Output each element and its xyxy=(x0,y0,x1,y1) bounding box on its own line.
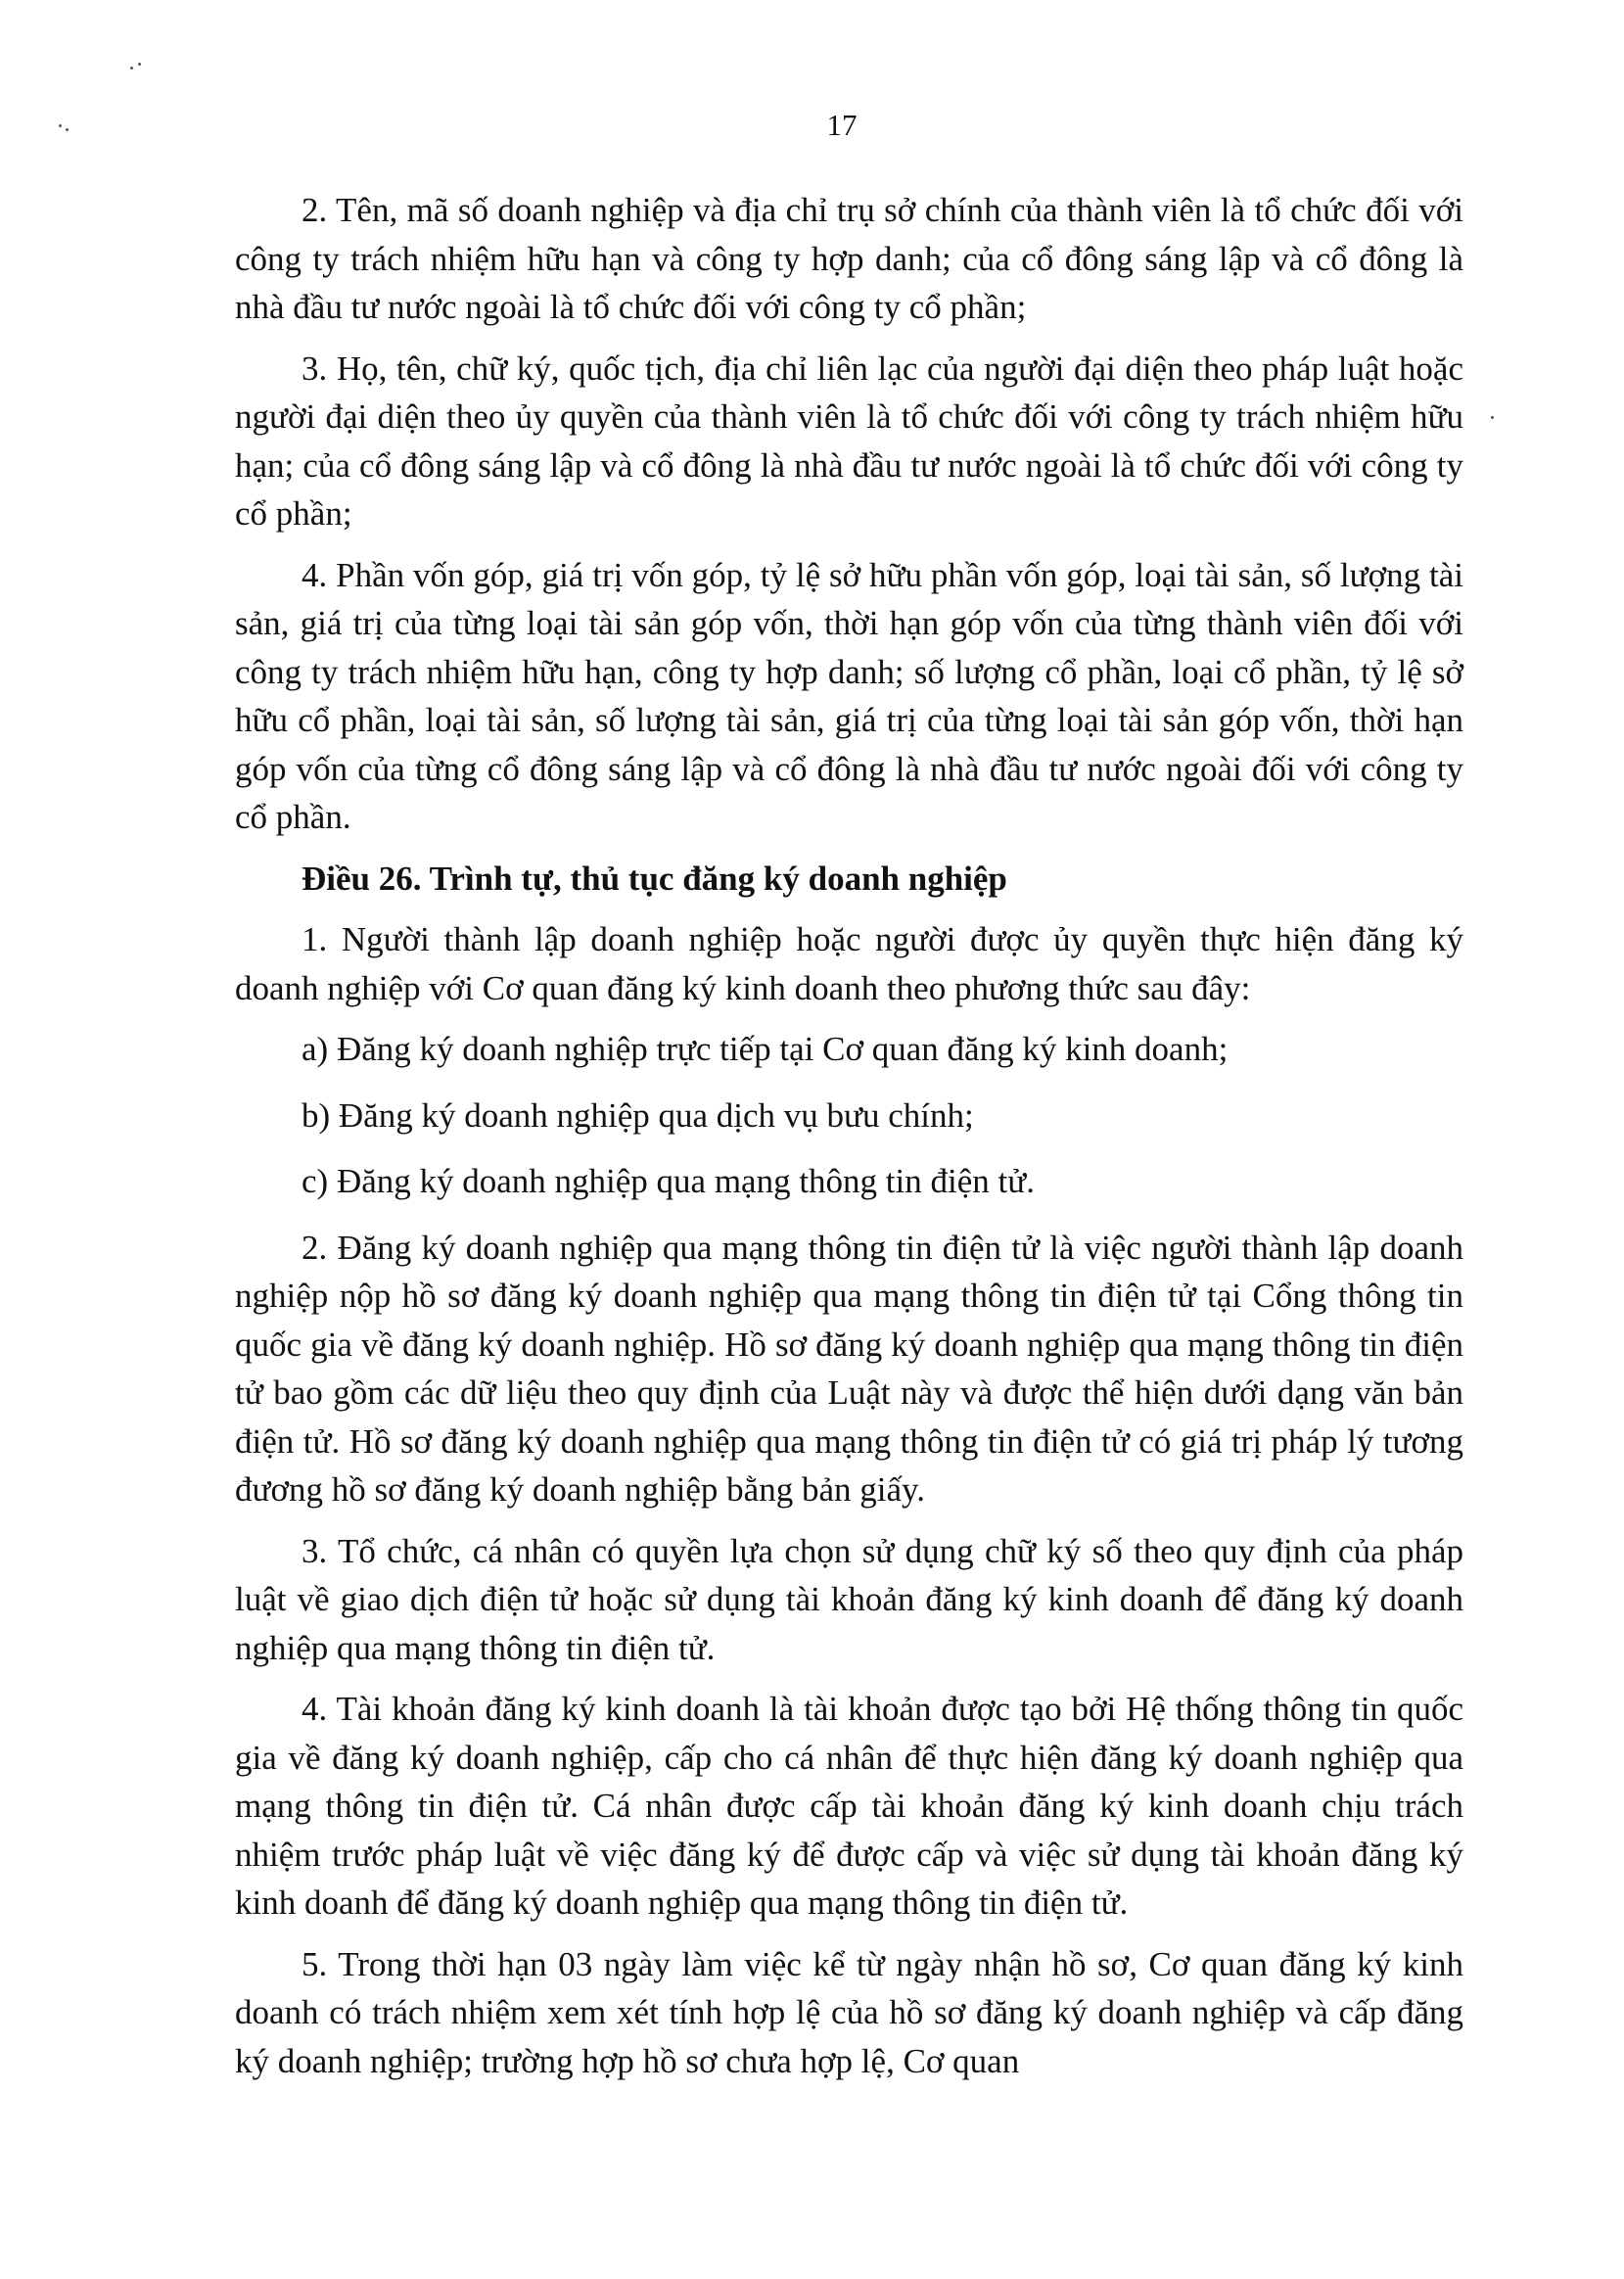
clause-1-item-a: a) Đăng ký doanh nghiệp trực tiếp tại Cơ quan đăng ký kinh doanh; xyxy=(302,1030,1229,1068)
clause-4-paragraph: 4. Phần vốn góp, giá trị vốn góp, tỷ lệ sở hữu phần vốn góp, loại tài sản, số lượng tài sản, giá trị của từng loại tài sản góp vốn, thời hạn góp vốn của từng thành viên đối với công ty trách nhiệm hữu hạn, công ty hợp danh; số lượng cổ phần, loại cổ phần, tỷ lệ sở hữu cổ phần, loại tài sản, số lượng tài sản, giá trị của từng loại tài sản góp vốn, thời hạn góp vốn của từng cổ đông sáng lập và cổ đông là nhà đầu tư nước ngoài đối với công ty cổ phần. xyxy=(235,555,1463,836)
article-26-clause-1: 1. Người thành lập doanh nghiệp hoặc người được ủy quyền thực hiện đăng ký doanh nghiệp với Cơ quan đăng ký kinh doanh theo phương thức sau đây: xyxy=(235,920,1463,1007)
article-26-clause-5: 5. Trong thời hạn 03 ngày làm việc kể từ ngày nhận hồ sơ, Cơ quan đăng ký kinh doanh có trách nhiệm xem xét tính hợp lệ của hồ sơ đăng ký doanh nghiệp và cấp đăng ký doanh nghiệp; trường hợp hồ sơ chưa hợp lệ, Cơ quan xyxy=(235,1944,1463,2080)
page-number: 17 xyxy=(826,108,858,142)
clause-1-item-c: c) Đăng ký doanh nghiệp qua mạng thông tin điện tử. xyxy=(302,1162,1035,1200)
scan-speck xyxy=(138,63,141,66)
article-26-clause-3: 3. Tổ chức, cá nhân có quyền lựa chọn sử dụng chữ ký số theo quy định của pháp luật về giao dịch điện tử hoặc sử dụng tài khoản đăng ký kinh doanh để đăng ký doanh nghiệp qua mạng thông tin điện tử. xyxy=(235,1531,1463,1667)
clause-3-paragraph: 3. Họ, tên, chữ ký, quốc tịch, địa chỉ liên lạc của người đại diện theo pháp luật hoặc người đại diện theo ủy quyền của thành viên là tổ chức đối với công ty trách nhiệm hữu hạn; của cổ đông sáng lập và cổ đông là nhà đầu tư nước ngoài là tổ chức đối với công ty cổ phần; xyxy=(235,349,1463,533)
article-26-clause-2: 2. Đăng ký doanh nghiệp qua mạng thông tin điện tử là việc người thành lập doanh nghiệp nộp hồ sơ đăng ký doanh nghiệp qua mạng thông tin điện tử tại Cổng thông tin quốc gia về đăng ký doanh nghiệp. Hồ sơ đăng ký doanh nghiệp qua mạng thông tin điện tử bao gồm các dữ liệu theo quy định của Luật này và được thể hiện dưới dạng văn bản điện tử. Hồ sơ đăng ký doanh nghiệp qua mạng thông tin điện tử có giá trị pháp lý tương đương hồ sơ đăng ký doanh nghiệp bằng bản giấy. xyxy=(235,1228,1463,1509)
clause-1-item-b: b) Đăng ký doanh nghiệp qua dịch vụ bưu chính; xyxy=(302,1095,974,1135)
document-body xyxy=(235,186,1463,2098)
scan-speck xyxy=(1491,416,1494,419)
clause-2-paragraph: 2. Tên, mã số doanh nghiệp và địa chỉ trụ sở chính của thành viên là tổ chức đối với công ty trách nhiệm hữu hạn và công ty hợp danh; của cổ đông sáng lập và cổ đông là nhà đầu tư nước ngoài là tổ chức đối với công ty cổ phần; xyxy=(235,191,1463,326)
article-26-clause-4: 4. Tài khoản đăng ký kinh doanh là tài khoản được tạo bởi Hệ thống thông tin quốc gia về đăng ký doanh nghiệp, cấp cho cá nhân để thực hiện đăng ký doanh nghiệp qua mạng thông tin điện tử. Cá nhân được cấp tài khoản đăng ký kinh doanh chịu trách nhiệm trước pháp luật về việc đăng ký để được cấp và việc sử dụng tài khoản đăng ký kinh doanh để đăng ký doanh nghiệp qua mạng thông tin điện tử. xyxy=(235,1690,1463,1922)
scan-speck xyxy=(130,67,133,70)
article-26-heading: Điều 26. Trình tự, thủ tục đăng ký doanh nghiệp xyxy=(302,859,1007,898)
